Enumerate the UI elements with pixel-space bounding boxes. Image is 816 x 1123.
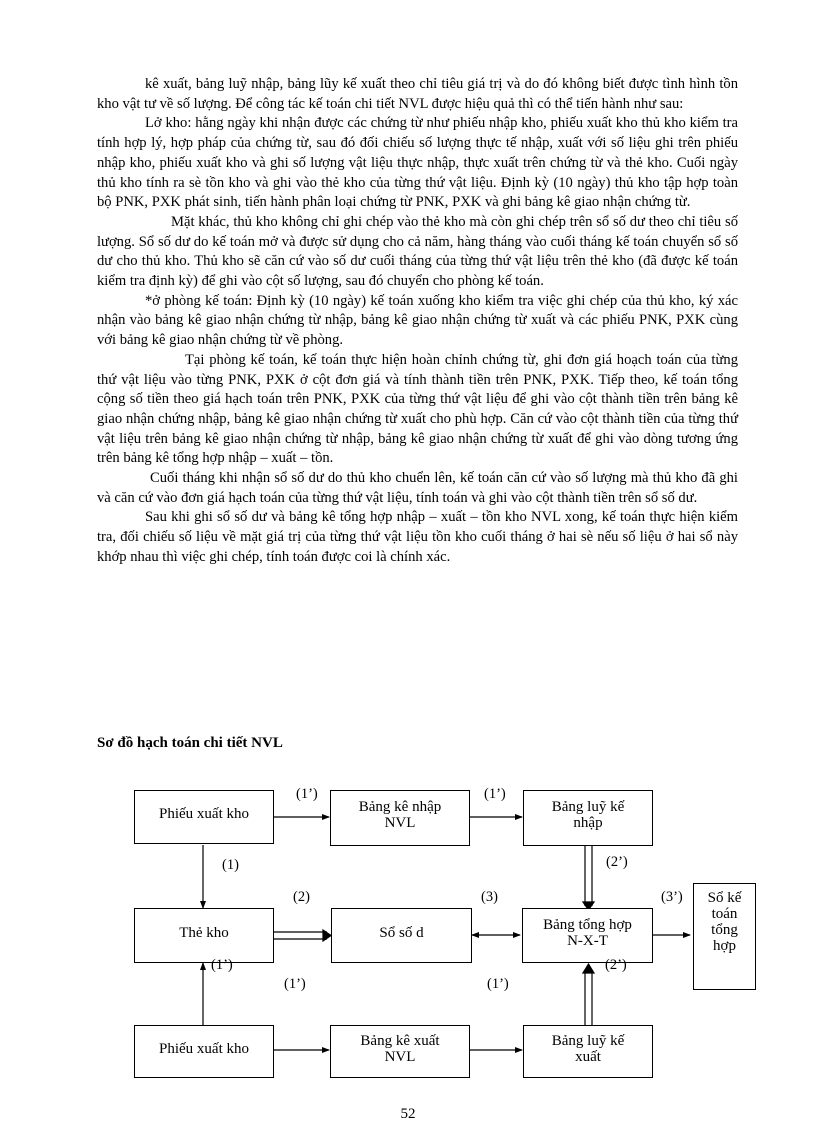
label-1-prime-e: (1’) [487, 976, 509, 992]
paragraph-3: Mặt khác, thủ kho không chỉ ghi chép vào thẻ kho mà còn ghi chép trên sổ số dư theo chỉ tiêu số lượng. Sổ số dư do kế toán mở và được sử dụng cho cả năm, hàng tháng vào cuối tháng kế toán chuyển sổ số dư cho thủ kho. Thủ kho sẽ căn cứ vào số dư cuối tháng của từng thứ vật liệu trên thẻ kho (đã được kế toán kiểm tra định kỳ) để ghi vào cột số lượng, sau đó chuyển cho phòng kế toán. [97, 213, 738, 290]
paragraph-5: Tại phòng kế toán, kế toán thực hiện hoàn chỉnh chứng từ, ghi đơn giá hoạch toán của từng thứ vật liệu vào từng PNK, PXK ở cột đơn giá và tính thành tiền trên PNK, PXK. Tiếp theo, kế toán tổng cộng số tiền theo giá hạch toán trên PNK, PXK của từng thứ vật liệu để ghi vào cột thành tiền trên bảng kê giao nhận chứng nhập, bảng kê giao nhận chứng từ xuất cho phù hợp. Căn cứ vào cột thành tiền của từng thứ vật liệu trên bảng kê giao nhận chứng từ nhập, bảng kê giao nhận chứng từ xuất để ghi vào dòng tương ứng trên bảng kê tổng hợp nhập – xuất – tồn. [97, 351, 738, 467]
label-3: (3) [481, 889, 498, 905]
box-so-so-d: Sổ số d [331, 908, 472, 963]
box-bang-ke-xuat: Bảng kê xuất NVL [330, 1025, 470, 1078]
label-1-prime-b: (1’) [484, 786, 506, 802]
diagram-title: Sơ đồ hạch toán chi tiết NVL [97, 735, 283, 751]
arrow-luy-ke-xuat-head [583, 964, 594, 973]
box-phieu-xuat-kho-bottom: Phiếu xuất kho [134, 1025, 274, 1078]
label-2-prime-top: (2’) [606, 854, 628, 870]
label-1-prime-d: (1’) [284, 976, 306, 992]
box-the-kho: Thẻ kho [134, 908, 274, 963]
label-2-prime-bottom: (2’) [605, 957, 627, 973]
box-phieu-xuat-kho-top: Phiếu xuất kho [134, 790, 274, 844]
paragraph-6: Cuối tháng khi nhận sổ số dư do thủ kho chuển lên, kế toán căn cứ vào số lượng mà thủ kho đã ghi và căn cứ vào đơn giá hạch toán của từng thứ vật liệu, tính toán và ghi vào cột thành tiền trên sổ số dư. [97, 470, 738, 506]
page-number: 52 [400, 1106, 416, 1122]
label-1-prime-c: (1’) [211, 957, 233, 973]
paragraph-4: *ở phòng kế toán: Định kỳ (10 ngày) kế toán xuống kho kiểm tra việc ghi chép của thủ kho, ký xác nhận vào bảng kê giao nhận chứng từ nhập, bảng kê giao nhận chứng từ xuất và các phiếu PNK, PXK cùng với bảng kê giao nhận chứng từ về phòng. [97, 292, 738, 349]
label-3-prime: (3’) [661, 889, 683, 905]
box-bang-tong-hop: Bảng tổng hợp N-X-T [522, 908, 653, 963]
box-so-ke-toan-tong-hop: Sổ kế toán tổng hợp [693, 883, 756, 990]
box-bang-luy-ke-xuat: Bảng luỹ kế xuất [523, 1025, 653, 1078]
paragraph-7: Sau khi ghi sổ số dư và bảng kê tổng hợp nhập – xuất – tồn kho NVL xong, kế toán thực hiện kiểm tra, đối chiếu số liệu về mặt giá trị của từng thứ vật liệu tồn kho cuối tháng ở hai sè nếu số liệu ở hai sổ này khớp nhau thì việc ghi chép, tính toán được coi là chính xác. [97, 509, 738, 565]
paragraph-1: kê xuất, bảng luỹ nhập, bảng lũy kế xuất theo chỉ tiêu giá trị và do đó không biết được tình hình tồn kho vật tư về số lượng. Để công tác kế toán chi tiết NVL được hiệu quả thì có thể tiến hành như sau: [97, 76, 738, 112]
paragraph-2: Lở kho: hằng ngày khi nhận được các chứng từ như phiếu nhập kho, phiếu xuất kho thủ kho kiểm tra tính hợp lý, hợp pháp của chứng từ, sau đó đối chiếu số lượng thực tế nhập, xuất với số liệu ghi trên phiếu nhập kho, phiếu xuất kho và ghi số lượng vật liệu thực nhập, thực xuất trên chứng từ và thẻ kho. Cuối ngày thủ kho tính ra sè tồn kho và ghi vào thẻ kho của từng thứ vật liệu. Định kỳ (10 ngày) thủ kho tập hợp toàn bộ PNK, PXK phát sinh, tiến hành phân loại chứng từ PNK, PXK và ghi bảng kê giao nhận chứng từ. [97, 115, 738, 211]
label-1: (1) [222, 857, 239, 873]
label-1-prime-a: (1’) [296, 786, 318, 802]
label-2: (2) [293, 889, 310, 905]
box-bang-luy-ke-nhap: Bảng luỹ kế nhập [523, 790, 653, 846]
box-bang-ke-nhap: Bảng kê nhập NVL [330, 790, 470, 846]
